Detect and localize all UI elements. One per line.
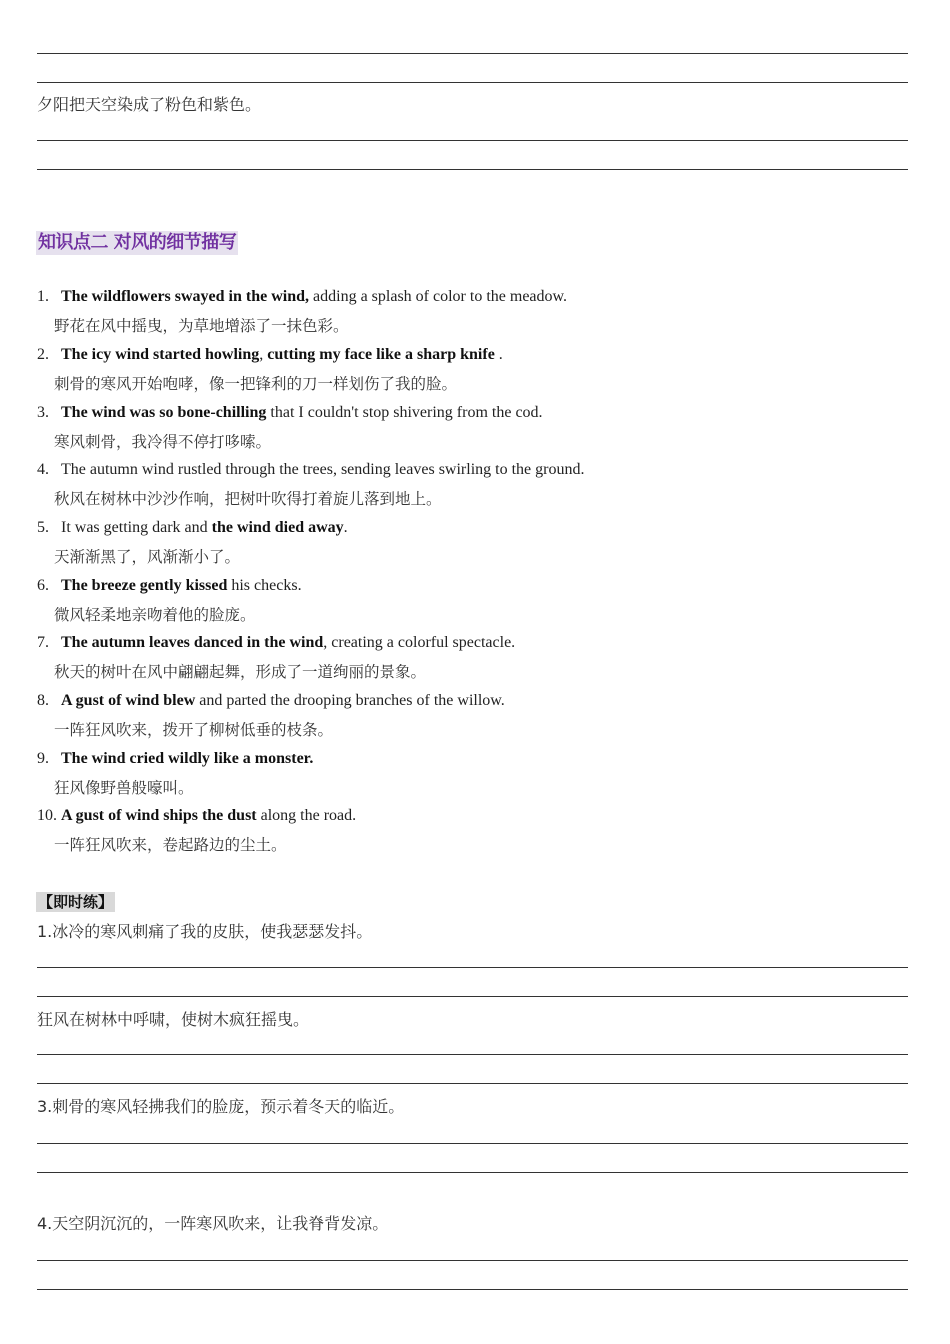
bold-phrase: The breeze gently kissed [61, 577, 228, 594]
exercise-prompt: 夕阳把天空染成了粉色和紫色。 [37, 95, 262, 114]
list-item [37, 749, 917, 798]
plain-text: , [259, 346, 268, 363]
translation: 天渐渐黑了，风渐渐小了。 [54, 548, 241, 566]
bold-phrase: The autumn leaves danced in the wind [61, 634, 324, 651]
answer-line[interactable] [37, 1289, 908, 1290]
section-heading: 知识点二 对风的细节描写 [38, 232, 237, 253]
list-item [37, 633, 917, 682]
plain-text: along the road. [256, 807, 357, 824]
translation: 野花在风中摇曳，为草地增添了一抹色彩。 [54, 317, 349, 335]
answer-line[interactable] [37, 1172, 908, 1173]
list-item [37, 576, 917, 625]
answer-line[interactable] [37, 1083, 908, 1084]
item-number: 5. [37, 519, 49, 536]
translation: 一阵狂风吹来，卷起路边的尘土。 [54, 836, 287, 854]
plain-text: adding a splash of color to the meadow. [309, 288, 568, 305]
item-number: 6. [37, 577, 49, 594]
practice-question: 3.刺骨的寒风轻拂我们的脸庞，预示着冬天的临近。 [37, 1097, 405, 1116]
plain-text: and parted the drooping branches of the willow. [195, 692, 505, 709]
list-item [37, 691, 917, 740]
list-item [37, 460, 917, 509]
bold-phrase: The wind cried wildly like a monster. [61, 750, 314, 767]
answer-line[interactable] [37, 1260, 908, 1261]
practice-label: 【即时练】 [38, 893, 114, 911]
practice-question: 1.冰冷的寒风刺痛了我的皮肤，使我瑟瑟发抖。 [37, 922, 373, 941]
answer-line[interactable] [37, 1143, 908, 1144]
translation: 一阵狂风吹来，拨开了柳树低垂的枝条。 [54, 721, 334, 739]
plain-text: that I couldn't stop shivering from the cod. [266, 404, 543, 421]
answer-line[interactable] [37, 169, 908, 170]
item-number: 7. [37, 634, 49, 651]
item-number: 10. [37, 807, 57, 824]
answer-line[interactable] [37, 1054, 908, 1055]
answer-line[interactable] [37, 53, 908, 54]
bold-phrase: The icy wind started howling [61, 346, 260, 363]
list-item [37, 345, 917, 394]
item-number: 1. [37, 288, 49, 305]
translation: 寒风刺骨，我冷得不停打哆嗦。 [54, 433, 272, 451]
list-item [37, 287, 917, 336]
answer-line[interactable] [37, 82, 908, 83]
plain-text: . [343, 519, 348, 536]
item-number: 2. [37, 346, 49, 363]
bold-phrase: A gust of wind blew [61, 692, 196, 709]
translation: 微风轻柔地亲吻着他的脸庞。 [54, 606, 256, 624]
practice-question: 狂风在树林中呼啸，使树木疯狂摇曳。 [37, 1010, 310, 1029]
item-number: 8. [37, 692, 49, 709]
bold-phrase: The wind was so bone-chilling [61, 404, 267, 421]
list-item [37, 403, 917, 452]
bold-phrase: cutting my face like a sharp knife [267, 346, 495, 363]
plain-text: The autumn wind rustled through the trees, sending leaves swirling to the ground. [61, 461, 585, 478]
translation: 秋天的树叶在风中翩翩起舞，形成了一道绚丽的景象。 [54, 663, 427, 681]
item-number: 4. [37, 461, 49, 478]
list-item [37, 518, 917, 567]
answer-line[interactable] [37, 967, 908, 968]
answer-line[interactable] [37, 996, 908, 997]
item-number: 9. [37, 750, 49, 767]
list-item [37, 806, 917, 855]
plain-text: his checks. [227, 577, 302, 594]
bold-phrase: A gust of wind ships the dust [61, 807, 257, 824]
bold-phrase: the wind died away [211, 519, 344, 536]
plain-text: , creating a colorful spectacle. [323, 634, 516, 651]
practice-question: 4.天空阴沉沉的，一阵寒风吹来，让我脊背发凉。 [37, 1214, 389, 1233]
translation: 狂风像野兽般嚎叫。 [54, 779, 194, 797]
plain-text: . [494, 346, 503, 363]
bold-phrase: The wildflowers swayed in the wind, [61, 288, 310, 305]
answer-line[interactable] [37, 140, 908, 141]
translation: 秋风在树林中沙沙作响，把树叶吹得打着旋儿落到地上。 [54, 490, 442, 508]
item-number: 3. [37, 404, 49, 421]
translation: 刺骨的寒风开始咆哮，像一把锋利的刀一样划伤了我的脸。 [54, 375, 458, 393]
plain-text: It was getting dark and [61, 519, 212, 536]
